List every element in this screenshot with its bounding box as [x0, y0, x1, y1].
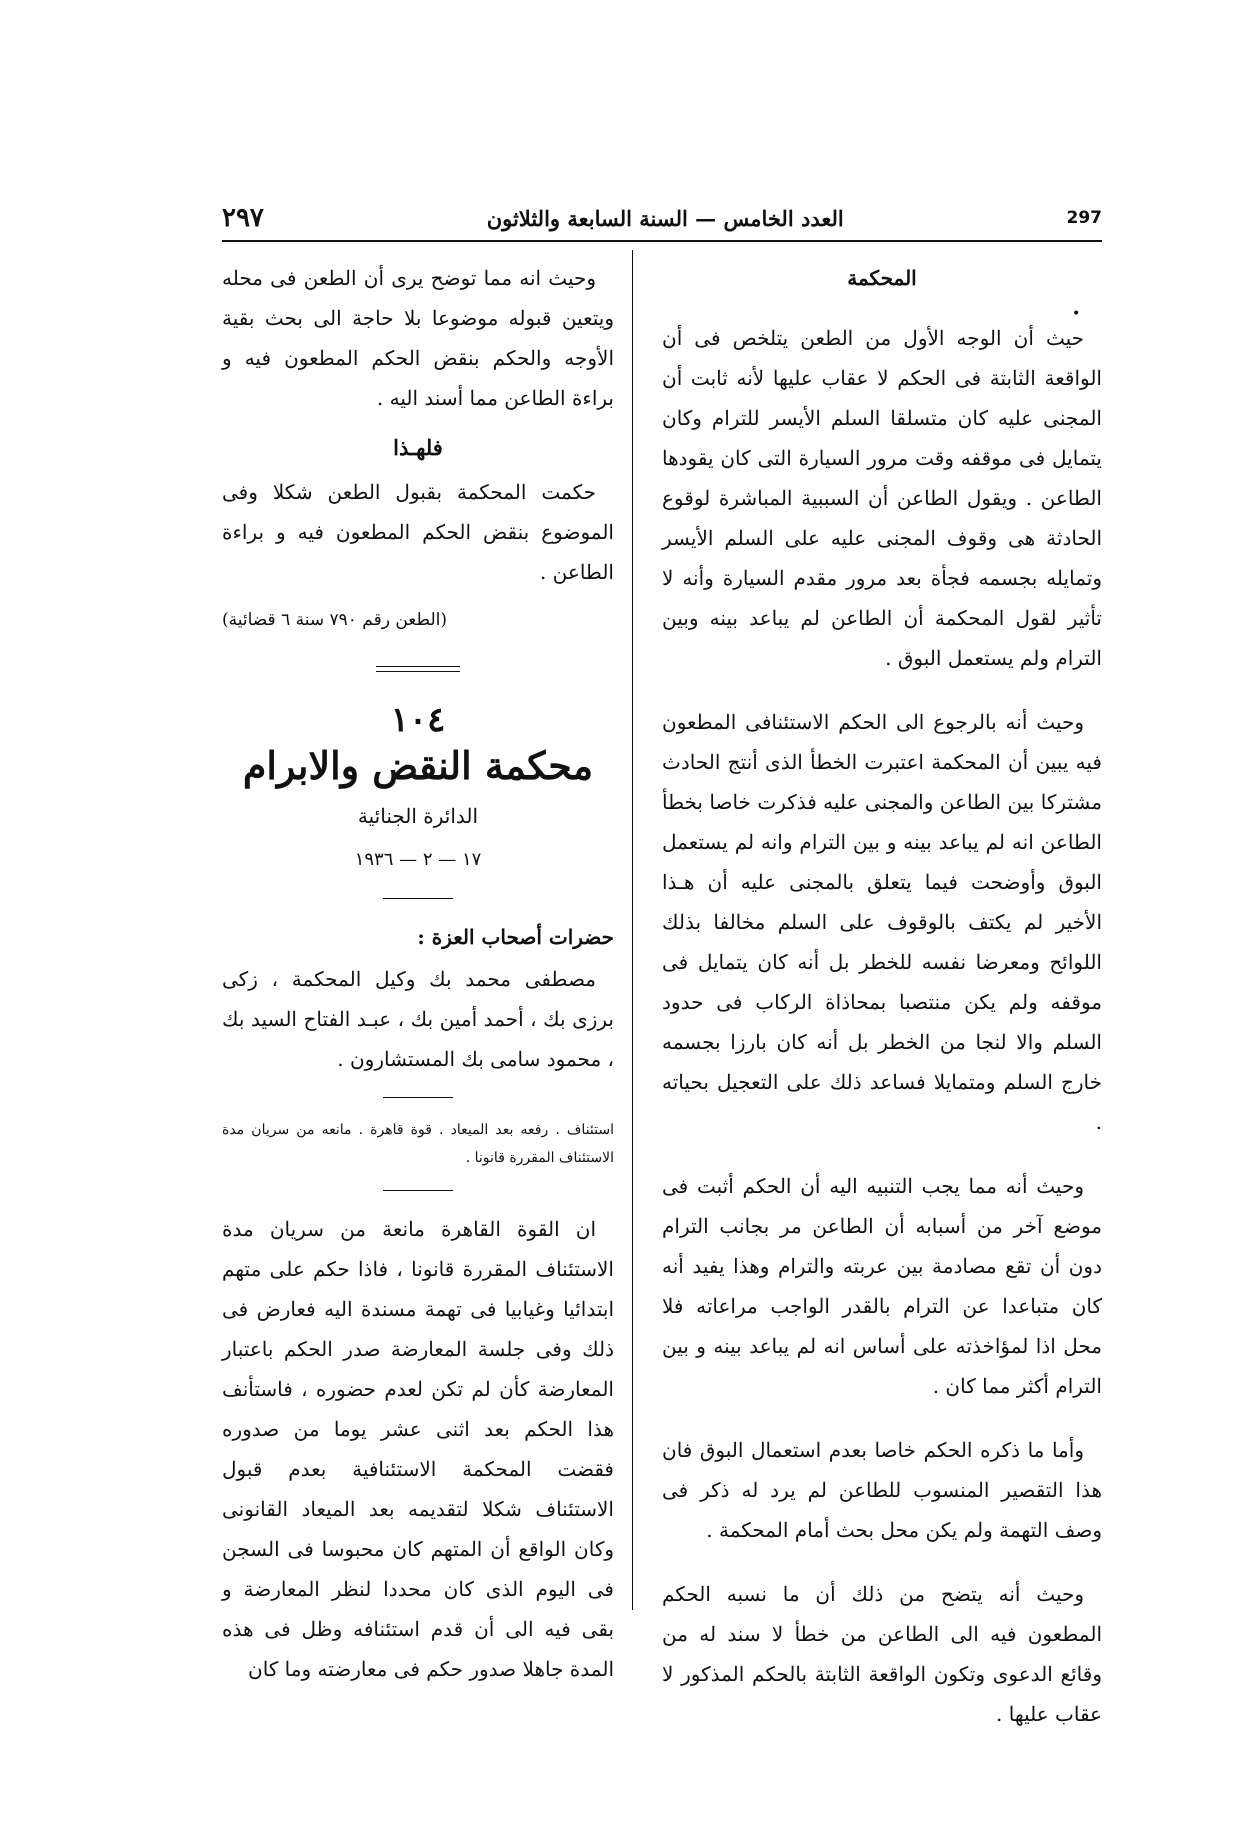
- session-date: ١٧ — ٢ — ١٩٣٦: [354, 849, 482, 870]
- running-header: [222, 198, 1102, 238]
- section-divider: [376, 666, 460, 672]
- case-abstract: استئناف . رفعه بعد الميعاد . قوة قاهرة . مانعه من سريان مدة الاستئناف المقررة قانونا .: [222, 1122, 614, 1166]
- judges-list: مصطفى محمد بك وكيل المحكمة ، زكى برزى بك ، أحمد أمين بك ، عبـد الفتاح السيد بك ، محمود سامى بك المستشارون .: [222, 967, 614, 1071]
- presence-label: حضرات أصحاب العزة :: [417, 925, 614, 949]
- paragraph: وحيث أنه مما يجب التنبيه اليه أن الحكم أثبت فى موضع آخر من أسبابه أن الطاعن مر بجانب الترام دون أن تقع مصادمة بين عربته والترام وهذا يفيد أنه كان متباعدا عن الترام بالقدر الواجب مراعاته فلا محل اذا لمؤاخذته على أساس انه لم يباعد بينه و بين الترام أكثر مما كان .: [662, 1174, 1103, 1398]
- opening-paragraph: وحيث انه مما توضح يرى أن الطعن فى محله ويتعين قبوله موضوعا بلا حاجة الى بحث بقية الأوجه والحكم بنقض الحكم المطعون فيه و براءة الطاعن مما أسند اليه .: [222, 266, 614, 410]
- column-divider: [632, 250, 633, 1610]
- header-rule: [222, 240, 1102, 242]
- page-number-latin: 297: [1066, 208, 1102, 228]
- paragraph: وأما ما ذكره الحكم خاصا بعدم استعمال البوق فان هذا التقصير المنسوب للطاعن لم يرد له ذكر فى وصف التهمة ولم يكن محل بحث أمام المحكمة .: [662, 1438, 1102, 1542]
- therefore-heading: فلهـذا: [393, 435, 443, 460]
- short-rule: [383, 1190, 453, 1191]
- case-number: ١٠٤: [390, 700, 446, 740]
- appeal-reference: (الطعن رقم ٧٩٠ سنة ٦ قضائية): [222, 610, 447, 630]
- short-rule: [383, 1097, 453, 1098]
- case-body: ان القوة القاهرة مانعة من سريان مدة الاستئناف المقررة قانونا ، فاذا حكم على متهم ابتدائيا وغيابيا فى تهمة مسندة اليه فعارض فى ذلك وفى جلسة المعارضة صدر الحكم باعتبار المعارضة كأن لم تكن لعدم حضوره ، فاستأنف هذا الحكم بعد اثنى عشر يوما من صدوره فقضت المحكمة الاستئنافية بعدم قبول الاستئناف شكلا لتقديمه بعد الميعاد القانونى وكان الواقع أن المتهم كان محبوسا فى السجن فى اليوم الذى كان محددا لنظر المعارضة و بقى فيه الى أن قدم استئنافه وظل فى هذه المدة جاهلا صدور حكم فى معارضته وما كان: [222, 1217, 614, 1681]
- paragraph: حيث أن الوجه الأول من الطعن يتلخص فى أن الواقعة الثابتة فى الحكم لا عقاب عليها لأنه ثابت أن المجنى عليه كان متسلقا السلم الأيسر للترام وكان يتمايل فى موقفه وقت مرور السيارة التى كان يقودها الطاعن . ويقول الطاعن أن السببية المباشرة لوقوع الحادثة هى وقوف المجنى عليه على السلم الأيسر وتمايله بجسمه فجأة بعد مرور مقدم السيارة وأنه لا تأثير لقول المحكمة أن الطاعن لم يباعد بينه وبين الترام ولم يستعمل البوق .: [662, 326, 1102, 670]
- page-number-arabic: ٢٩٧: [222, 203, 264, 233]
- ruling-paragraph: حكمت المحكمة بقبول الطعن شكلا وفى الموضوع بنقض الحكم المطعون فيه و براءة الطاعن .: [222, 480, 614, 584]
- court-name: محكمة النقض والابرام: [242, 743, 594, 788]
- left-column: [222, 258, 614, 1689]
- header-title: العدد الخامس — السنة السابعة والثلاثون: [486, 205, 844, 231]
- paragraph: وحيث أنه بالرجوع الى الحكم الاستئنافى المطعون فيه يبين أن المحكمة اعتبرت الخطأ الذى أنتج الحادث مشتركا بين الطاعن والمجنى عليه فذكرت خاصا بخطأ الطاعن انه لم يباعد بينه و بين الترام وانه لم يستعمل البوق وأوضحت فيما يتعلق بالمجنى عليه أن هـذا الأخير لم يكتف بالوقوف على السلم مخالفا بذلك اللوائح ومعرضا نفسه للخطر بل أنه كان يتمايل فى موقفه ولم يكن منتصبا بمحاذاة الركاب فى حدود السلم والا لنجا من الخطر بل أنه كان بارزا بجسمه خارج السلم ومتمايلا فساعد ذلك على التعجيل بحياته .: [662, 710, 1102, 1134]
- short-rule: [383, 898, 453, 899]
- right-column: [662, 258, 1102, 1734]
- section-title: المحكمة: [847, 266, 917, 290]
- decorative-dot: •: [1072, 306, 1081, 322]
- paragraph: وحيث أنه يتضح من ذلك أن ما نسبه الحكم المطعون فيه الى الطاعن من خطأ لا سند له من وقائع الدعوى وتكون الواقعة الثابتة بالحكم المذكور لا عقاب عليها .: [662, 1582, 1102, 1726]
- circuit-name: الدائرة الجنائية: [357, 804, 479, 828]
